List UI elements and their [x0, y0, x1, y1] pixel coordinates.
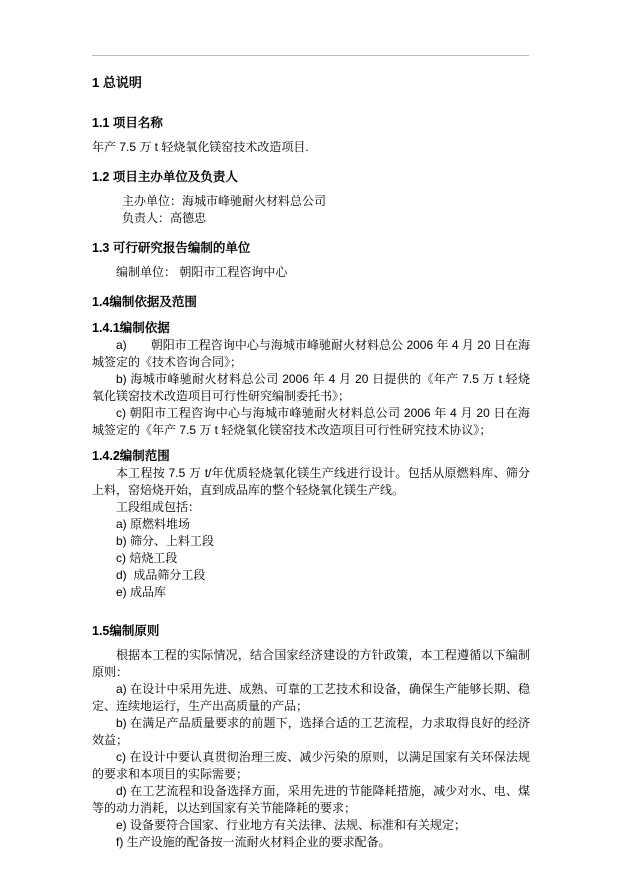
section-heading-1-1: 1.1 项目名称: [92, 116, 163, 130]
section-heading-1-4: 1.4编制依据及范围: [92, 295, 197, 309]
header-rule-divider: [92, 55, 529, 56]
chapter-title: 1 总说明: [92, 75, 142, 90]
workshop-item-e: e) 成品库: [116, 585, 167, 599]
project-name-text: 年产 7.5 万 t 轻烧氧化镁窑技术改造项目.: [92, 140, 309, 154]
principles-intro: 根据本工程的实际情况，结合国家经济建设的方针政策，本工程遵循以下编制原则：: [92, 648, 530, 679]
principle-item-e: e) 设备要符合国家、行业地方有关法律、法规、标准和有关规定；: [116, 818, 467, 832]
workshop-item-c: c) 焙烧工段: [116, 551, 178, 565]
sponsor-unit-line: 主办单位：海城市峰驰耐火材料总公司: [122, 194, 327, 208]
principle-item-c: c) 在设计中要认真贯彻治理三废、减少污染的原则，以满足国家有关环保法规的要求和本项目的实际需要；: [92, 750, 530, 781]
section-heading-1-4-2: 1.4.2编制范围: [92, 449, 170, 463]
basis-item-c: c) 朝阳市工程咨询中心与海城市峰驰耐火材料总公司 2006 年 4 月 20 日在海城签定的《年产 7.5 万 t 轻烧氧化镁窑技术改造项目可行性研究技术协议》；: [92, 406, 530, 437]
workshop-list-intro: 工段组成包括：: [116, 500, 201, 514]
scope-paragraph: 本工程按 7.5 万 t/年优质轻烧氧化镁生产线进行设计。包括从原燃料库、筛分上料，窑焙烧开始，直到成品库的整个轻烧氧化镁生产线。: [92, 466, 530, 497]
principle-item-f: f) 生产设施的配备按一流耐火材料企业的要求配备。: [116, 835, 391, 849]
responsible-person-line: 负责人：高德忠: [122, 211, 207, 225]
principle-item-a: a) 在设计中采用先进、成熟、可靠的工艺技术和设备，确保生产能够长期、稳定、连续地运行，生产出高质量的产品；: [92, 682, 530, 713]
principle-item-d: d) 在工艺流程和设备选择方面，采用先进的节能降耗措施，减少对水、电、煤等的动力消耗，以达到国家有关节能降耗的要求；: [92, 784, 530, 815]
principle-item-b: b) 在满足产品质量要求的前题下，选择合适的工艺流程，力求取得良好的经济效益；: [92, 716, 530, 747]
basis-item-b: b) 海城市峰驰耐火材料总公司 2006 年 4 月 20 日提供的《年产 7.5 万 t 轻烧氧化镁窑技术改造项目可行性研究编制委托书》；: [92, 372, 530, 403]
workshop-item-d: d) 成品筛分工段: [116, 568, 206, 582]
basis-item-a: a) 朝阳市工程咨询中心与海城市峰驰耐火材料总公 2006 年 4 月 20 日在海城签定的《技术咨询合同》；: [92, 338, 530, 369]
section-heading-1-2: 1.2 项目主办单位及负责人: [92, 170, 238, 184]
section-heading-1-3: 1.3 可行研究报告编制的单位: [92, 241, 251, 255]
compiler-unit-line: 编制单位： 朝阳市工程咨询中心: [116, 265, 288, 279]
section-heading-1-4-1: 1.4.1编制依据: [92, 321, 170, 335]
workshop-item-b: b) 筛分、上料工段: [116, 534, 215, 548]
workshop-item-a: a) 原燃料堆场: [116, 517, 191, 531]
section-heading-1-5: 1.5编制原则: [92, 624, 160, 638]
document-content: [92, 74, 530, 851]
